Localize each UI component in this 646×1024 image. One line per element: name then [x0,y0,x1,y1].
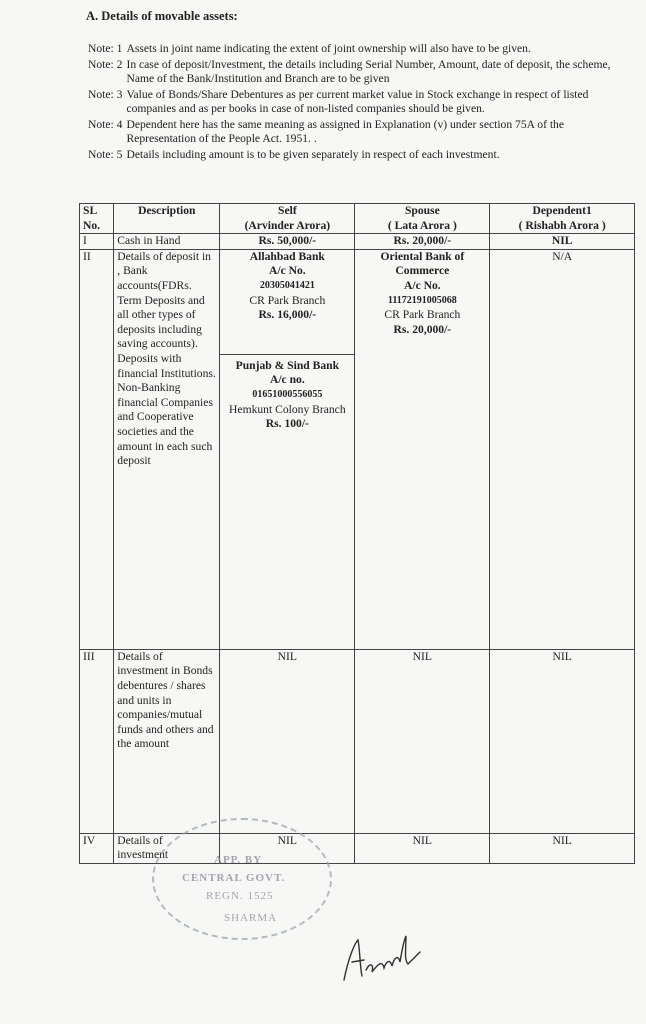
row-description: Details of deposit in , Bank accounts(FDRs. Term Deposits and all other types of deposits including saving accounts). Deposits with financial Institutions. Non-Banking financial Companies and Cooperative societies and the amount in each such deposit [114,249,220,649]
notes-list [88,42,628,163]
note-text: Details including amount is to be given separately in respect of each investment. [126,147,500,161]
bank-entry [358,250,486,342]
bank-entry [223,250,351,354]
branch-name: CR Park Branch [249,293,326,307]
table-row [80,249,635,649]
row-self-value [220,249,355,649]
header-spouse-label: Spouse [404,204,440,217]
row-sl: I [80,234,114,250]
note-label: Note: 2 [88,57,123,71]
row-dependent-value: NIL [490,833,635,863]
header-dependent-label: Dependent1 [532,204,592,217]
notary-stamp [152,818,332,940]
note-label: Note: 4 [88,117,123,131]
note-label: Note: 5 [88,147,123,161]
branch-name: Hemkunt Colony Branch [229,402,346,416]
account-number: 11172191005068 [387,294,457,306]
table-row [80,649,635,833]
note-label: Note: 3 [88,87,123,101]
note-text: In case of deposit/Investment, the details including Serial Number, Amount, date of deposit, the scheme, Name of the Bank/Institution and Branch are to be given [126,57,611,85]
row-sl: IV [80,833,114,863]
deposit-amount: Rs. 20,000/- [393,322,452,336]
row-description: Details of investment in Bonds debentures / shares and units in companies/mutual funds and others and the amount [114,649,220,833]
header-self [220,204,355,234]
header-dependent [490,204,635,234]
stamp-line: APP. BY [214,854,263,866]
row-spouse-value: NIL [355,833,490,863]
note-text: Assets in joint name indicating the extent of joint ownership will also have to be given. [126,42,531,55]
row-sl: III [80,649,114,833]
header-spouse [355,204,490,234]
bank-name: Allahbad Bank [249,249,325,263]
header-spouse-name: ( Lata Arora ) [387,218,457,232]
bank-entry [220,354,354,436]
header-dependent-name: ( Rishabh Arora ) [518,218,606,232]
header-self-name: (Arvinder Arora) [244,218,331,232]
note-text: Dependent here has the same meaning as assigned in Explanation (v) under section 75A of the Representation of the People Act. 1951. . [126,117,564,145]
account-number: 01651000556055 [252,388,323,400]
header-self-label: Self [278,204,297,217]
row-sl: II [80,249,114,649]
account-label: A/c No. [268,264,306,278]
row-self-value: NIL [220,649,355,833]
deposit-amount: Rs. 100/- [265,417,309,431]
note-item [88,118,628,147]
header-sl: SL No. [80,204,114,234]
row-spouse-value: NIL [355,649,490,833]
section-heading: A. Details of movable assets: [86,9,238,23]
account-number: 20305041421 [259,279,315,291]
signature-image [338,910,428,990]
row-self-value: NIL [220,833,355,863]
stamp-line: REGN. 1525 [206,890,274,902]
table-row [80,234,635,250]
note-item [88,58,628,87]
note-item [88,88,628,117]
account-label: A/c no. [269,373,305,387]
note-text: Value of Bonds/Share Debentures as per current market value in Stock exchange in respect of listed companies and as per books in case of non-listed companies should be given. [126,87,589,115]
bank-name: Oriental Bank of Commerce [380,249,465,278]
table-header-row [80,204,635,234]
stamp-line: SHARMA [224,912,278,924]
row-description: Cash in Hand [114,234,220,250]
header-description: Description [114,204,220,234]
row-dependent-value: NIL [490,234,635,250]
note-item [88,42,628,57]
row-dependent-value: N/A [490,249,635,649]
note-item [88,148,628,163]
row-self-value: Rs. 50,000/- [220,234,355,250]
stamp-line: CENTRAL GOVT. [182,872,286,884]
movable-assets-table [79,203,635,864]
row-spouse-value [355,249,490,649]
note-label: Note: 1 [88,42,123,55]
row-dependent-value: NIL [490,649,635,833]
row-description: Details of investment [114,833,220,863]
account-label: A/c No. [403,278,441,292]
row-spouse-value: Rs. 20,000/- [355,234,490,250]
deposit-amount: Rs. 16,000/- [258,308,317,322]
branch-name: CR Park Branch [384,308,461,322]
bank-name: Punjab & Sind Bank [235,358,340,372]
